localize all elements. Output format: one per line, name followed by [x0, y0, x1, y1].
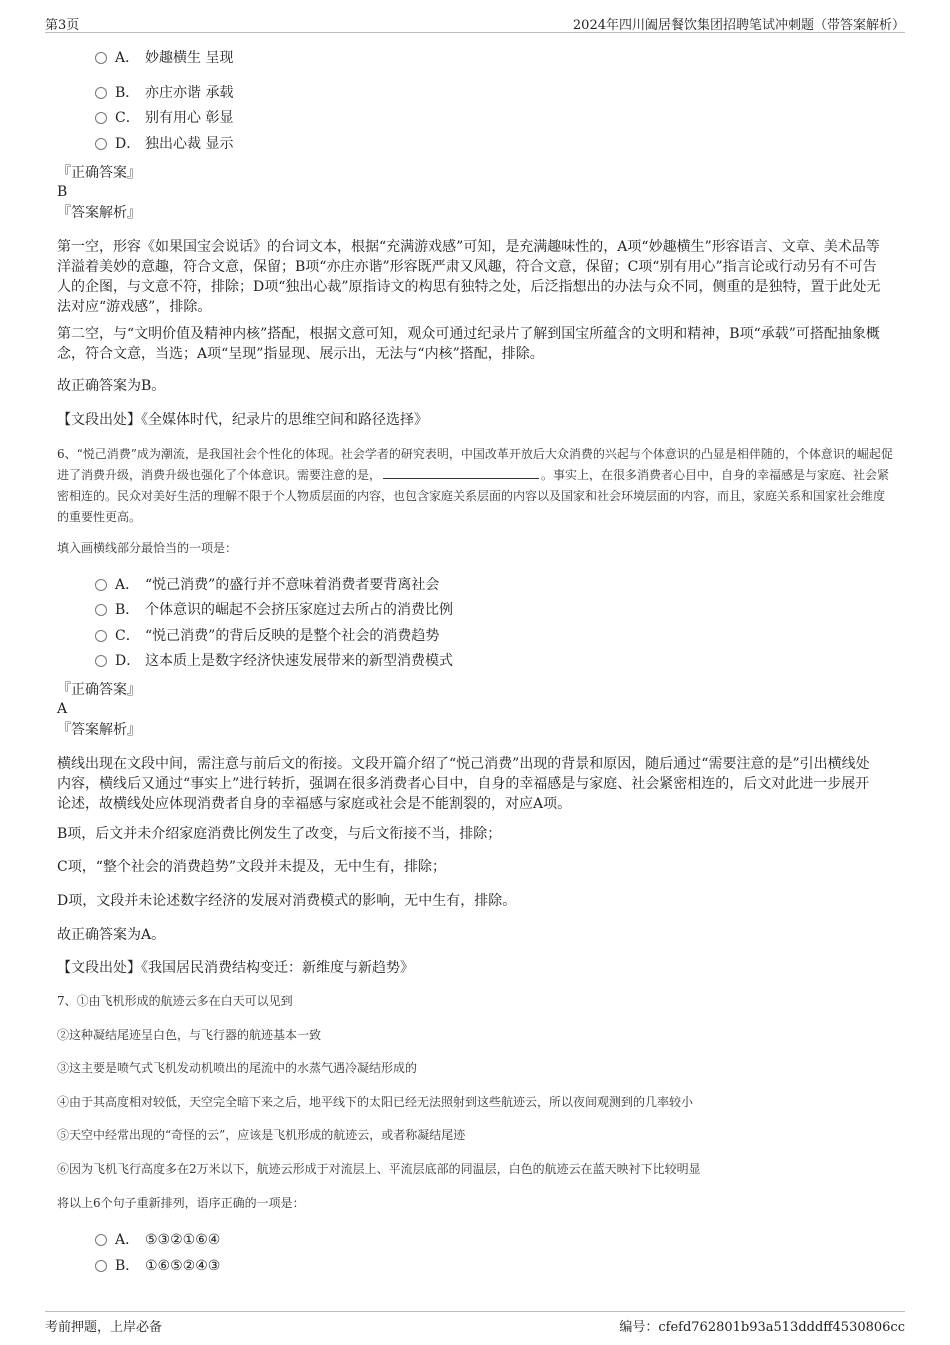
q6-option-b[interactable]: B． 个体意识的崛起不会挤压家庭过去所占的消费比例: [95, 600, 453, 620]
radio-icon[interactable]: [95, 112, 107, 124]
q6-analysis-p1: 横线出现在文段中间，需注意与前后文的衔接。文段开篇介绍了“悦己消费”出现的背景和原因，随后通过“需要注意的是”引出横线处内容，横线后又通过“事实上”进行转折，强调在很多消费者心目中，自身的幸福感是与家庭、社会紧密相连的，后文对此进一步展开论述，故横线处应体现消费者自身的幸福感与家庭或社会是不能割裂的，对应A项。: [57, 756, 870, 812]
q7-sentence-4: ④由于其高度相对较低，天空完全暗下来之后，地平线下的太阳已经无法照射到这些航迹云，所以夜间观测到的几率较小: [57, 1095, 694, 1109]
q6-prompt: 填入画横线部分最恰当的一项是：: [57, 541, 238, 555]
q7-option-b[interactable]: B． ①⑥⑤②④③: [95, 1256, 220, 1276]
q7-prompt: 将以上6个句子重新排列，语序正确的一项是：: [57, 1196, 305, 1210]
radio-icon[interactable]: [95, 87, 107, 99]
document-title: 2024年四川阖居餐饮集团招聘笔试冲刺题（带答案解析）: [572, 18, 905, 33]
page-header: [45, 12, 905, 33]
q7-sentence-1: 7、①由飞机形成的航迹云多在白天可以见到: [57, 994, 293, 1008]
q5-analysis-p1: 第一空，形容《如果国宝会说话》的台词文本，根据“充满游戏感”可知，是充满趣味性的，A项“妙趣横生”形容语言、文章、美术品等洋溢着美妙的意趣，符合文意，保留；B项“亦庄亦谐”形容既严肃又风趣，符合文意，保留；C项“别有用心”指言论或行动另有不可告人的企图，与文意不符，排除；D项“独出心裁”原指诗文的构思有独特之处，后泛指想出的办法与众不同，侧重的是独特，置于此处无法对应“游戏感”，排除。: [57, 239, 881, 315]
radio-icon[interactable]: [95, 52, 107, 64]
q5-option-a[interactable]: A． 妙趣横生 呈现: [95, 48, 233, 68]
q7-sentence-6: ⑥因为飞机飞行高度多在2万米以下，航迹云形成于对流层上、平流层底部的同温层，白色的航迹云在蓝天映衬下比较明显: [57, 1162, 701, 1176]
q5-answer: B: [57, 184, 68, 200]
q5-option-b[interactable]: B． 亦庄亦谐 承载: [95, 83, 233, 103]
q6-option-d[interactable]: D． 这本质上是数字经济快速发展带来的新型消费模式: [95, 651, 453, 671]
q7-sentence-2: ②这种凝结尾迹呈白色，与飞行器的航迹基本一致: [57, 1028, 322, 1042]
q6-answer-label: 『正确答案』: [57, 682, 141, 698]
q6-option-c[interactable]: C． “悦己消费”的背后反映的是整个社会的消费趋势: [95, 626, 439, 646]
q5-analysis-p3: 故正确答案为B。: [57, 378, 166, 394]
q5-analysis-label: 『答案解析』: [57, 205, 141, 221]
q5-answer-label: 『正确答案』: [57, 165, 141, 181]
q7-option-a[interactable]: A． ⑤③②①⑥④: [95, 1230, 220, 1250]
page-footer: [45, 1311, 905, 1334]
q6-source: 【文段出处】《我国居民消费结构变迁：新维度与新趋势》: [57, 960, 414, 976]
page-number: 第3页: [45, 18, 80, 33]
radio-icon[interactable]: [95, 655, 107, 667]
q5-option-c[interactable]: C． 别有用心 彰显: [95, 108, 233, 128]
q6-option-a[interactable]: A． “悦己消费”的盛行并不意味着消费者要背离社会: [95, 575, 439, 595]
radio-icon[interactable]: [95, 138, 107, 150]
q6-analysis-p5: 故正确答案为A。: [57, 927, 166, 943]
footer-slogan: 考前押题，上岸必备: [45, 1320, 163, 1335]
radio-icon[interactable]: [95, 579, 107, 591]
q6-analysis-label: 『答案解析』: [57, 722, 141, 738]
radio-icon[interactable]: [95, 604, 107, 616]
q5-source: 【文段出处】《全媒体时代，纪录片的思维空间和路径选择》: [57, 412, 428, 428]
q5-option-d[interactable]: D． 独出心裁 显示: [95, 134, 233, 154]
q6-stem: 6、“悦己消费”成为潮流，是我国社会个性化的体现。社会学者的研究表明，中国改革开放后大众消费的兴起与个体意识的凸显是相伴随的，个体意识的崛起促进了消费升级，消费升级也强化了个体意识。需要注意的是， 。事实上，在很多消费者心目中，自身的幸福感是与家庭、社会紧密相连的。民众对美好生活的理解不限于个人物质层面的内容，也包含家庭关系层面的内容以及国家和社会环境层面的内容，而且，家庭关系和国家社会维度的重要性更高。: [57, 447, 893, 524]
q6-analysis-p4: D项，文段并未论述数字经济的发展对消费模式的影响，无中生有，排除。: [57, 893, 517, 909]
document-code: 编号：cfefd762801b93a513dddff4530806cc: [619, 1320, 905, 1335]
q6-analysis-p3: C项，“整个社会的消费趋势”文段并未提及，无中生有，排除；: [57, 859, 447, 875]
q7-sentence-5: ⑤天空中经常出现的“奇怪的云”，应该是飞机形成的航迹云，或者称凝结尾迹: [57, 1128, 466, 1142]
radio-icon[interactable]: [95, 1234, 107, 1246]
radio-icon[interactable]: [95, 630, 107, 642]
q7-sentence-3: ③这主要是喷气式飞机发动机喷出的尾流中的水蒸气遇冷凝结形成的: [57, 1061, 418, 1075]
radio-icon[interactable]: [95, 1260, 107, 1272]
q5-analysis-p2: 第二空，与“文明价值及精神内核”搭配，根据文意可知，观众可通过纪录片了解到国宝所蕴含的文明和精神，B项“承载”可搭配抽象概念，符合文意，当选；A项“呈现”指显现、展示出，无法与“内核”搭配，排除。: [57, 326, 880, 362]
q6-analysis-p2: B项，后文并未介绍家庭消费比例发生了改变，与后文衔接不当，排除；: [57, 826, 502, 842]
q6-answer: A: [57, 701, 68, 717]
fill-blank: [383, 466, 539, 479]
